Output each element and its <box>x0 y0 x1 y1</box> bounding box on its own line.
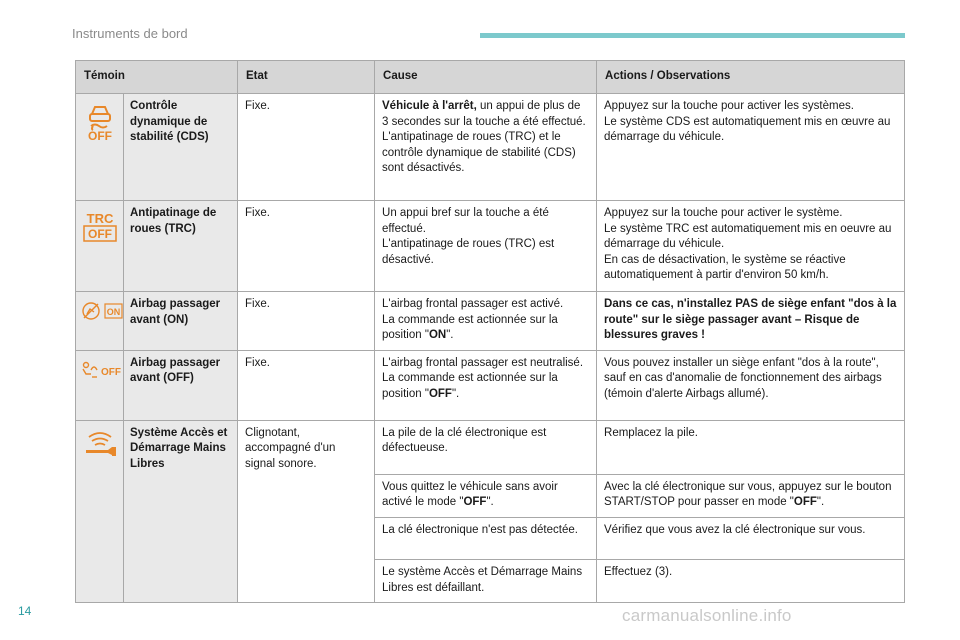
watermark: carmanualsonline.info <box>622 606 792 625</box>
svg-text:OFF: OFF <box>87 227 112 241</box>
header-cause: Cause <box>375 61 597 94</box>
indicator-cause: La clé électronique n'est pas détectée. <box>375 517 597 559</box>
indicator-actions: Vérifiez que vous avez la clé électronique sur vous. <box>597 517 905 559</box>
indicator-actions: Remplacez la pile. <box>597 420 905 474</box>
indicator-state: Fixe. <box>238 350 375 420</box>
page-number: 14 <box>18 604 32 618</box>
header-actions: Actions / Observations <box>597 61 905 94</box>
indicator-state: Fixe. <box>238 94 375 201</box>
indicator-name: Airbag passager avant (OFF) <box>124 350 238 420</box>
table-row <box>76 201 905 292</box>
smart-key-icon <box>80 429 120 465</box>
indicator-state: Fixe. <box>238 292 375 351</box>
indicator-cause: Véhicule à l'arrêt, un appui de plus de 3 secondes sur la touche a été effectué. L'antipatinage de roues (TRC) et le contrôle dynamique de stabilité (CDS) sont désactivés. <box>375 94 597 201</box>
header-etat: Etat <box>238 61 375 94</box>
header-temoin: Témoin <box>76 61 238 94</box>
cds-off-icon <box>83 102 117 148</box>
table-row <box>76 292 905 351</box>
indicator-name: Airbag passager avant (ON) <box>124 292 238 351</box>
airbag-on-icon <box>78 300 124 328</box>
table-row <box>76 94 905 201</box>
indicator-actions: Appuyez sur la touche pour activer les systèmes. Le système CDS est automatiquement mis en œuvre au démarrage du véhicule. <box>597 94 905 201</box>
table-header-row <box>76 61 905 94</box>
indicator-actions: Appuyez sur la touche pour activer le système. Le système TRC est automatiquement mis en oeuvre au démarrage du véhicule. En cas de désactivation, le système se réactive automatiquement à partir d'environ 50 km/h. <box>597 201 905 292</box>
indicator-state: Fixe. <box>238 201 375 292</box>
table-row <box>76 350 905 420</box>
indicator-cause: Vous quittez le véhicule sans avoir activé le mode "OFF". <box>375 474 597 517</box>
indicator-name: Contrôle dynamique de stabilité (CDS) <box>124 94 238 201</box>
indicator-name: Antipatinage de roues (TRC) <box>124 201 238 292</box>
indicator-cause: La pile de la clé électronique est défectueuse. <box>375 420 597 474</box>
indicator-actions: Dans ce cas, n'installez PAS de siège enfant "dos à la route" sur le siège passager avant – Risque de blessures graves ! <box>597 292 905 351</box>
indicator-actions: Vous pouvez installer un siège enfant "dos à la route", sauf en cas d'anomalie de fonctionnement des airbags (témoin d'alerte Airbags allumé). <box>597 350 905 420</box>
indicator-state: Clignotant, accompagné d'un signal sonore. <box>238 420 375 602</box>
indicator-cause: L'airbag frontal passager est neutralisé. La commande est actionnée sur la position "OFF". <box>375 350 597 420</box>
indicator-actions: Effectuez (3). <box>597 559 905 602</box>
indicator-table <box>75 60 905 603</box>
table-row <box>76 420 905 474</box>
trc-off-icon <box>81 209 119 249</box>
svg-text:OFF: OFF <box>101 366 121 378</box>
indicator-cause: Le système Accès et Démarrage Mains Libres est défaillant. <box>375 559 597 602</box>
indicator-cause: L'airbag frontal passager est activé. La commande est actionnée sur la position "ON". <box>375 292 597 351</box>
svg-text:ON: ON <box>106 307 121 317</box>
indicator-cause: Un appui bref sur la touche a été effectué. L'antipatinage de roues (TRC) est désactivé. <box>375 201 597 292</box>
svg-text:TRC: TRC <box>86 211 113 226</box>
indicator-name: Système Accès et Démarrage Mains Libres <box>124 420 238 602</box>
airbag-off-icon <box>78 359 124 387</box>
header-accent-bar <box>480 33 905 38</box>
indicator-actions: Avec la clé électronique sur vous, appuyez sur le bouton START/STOP pour passer en mode "OFF". <box>597 474 905 517</box>
svg-text:OFF: OFF <box>87 129 112 142</box>
section-title: Instruments de bord <box>72 26 188 41</box>
